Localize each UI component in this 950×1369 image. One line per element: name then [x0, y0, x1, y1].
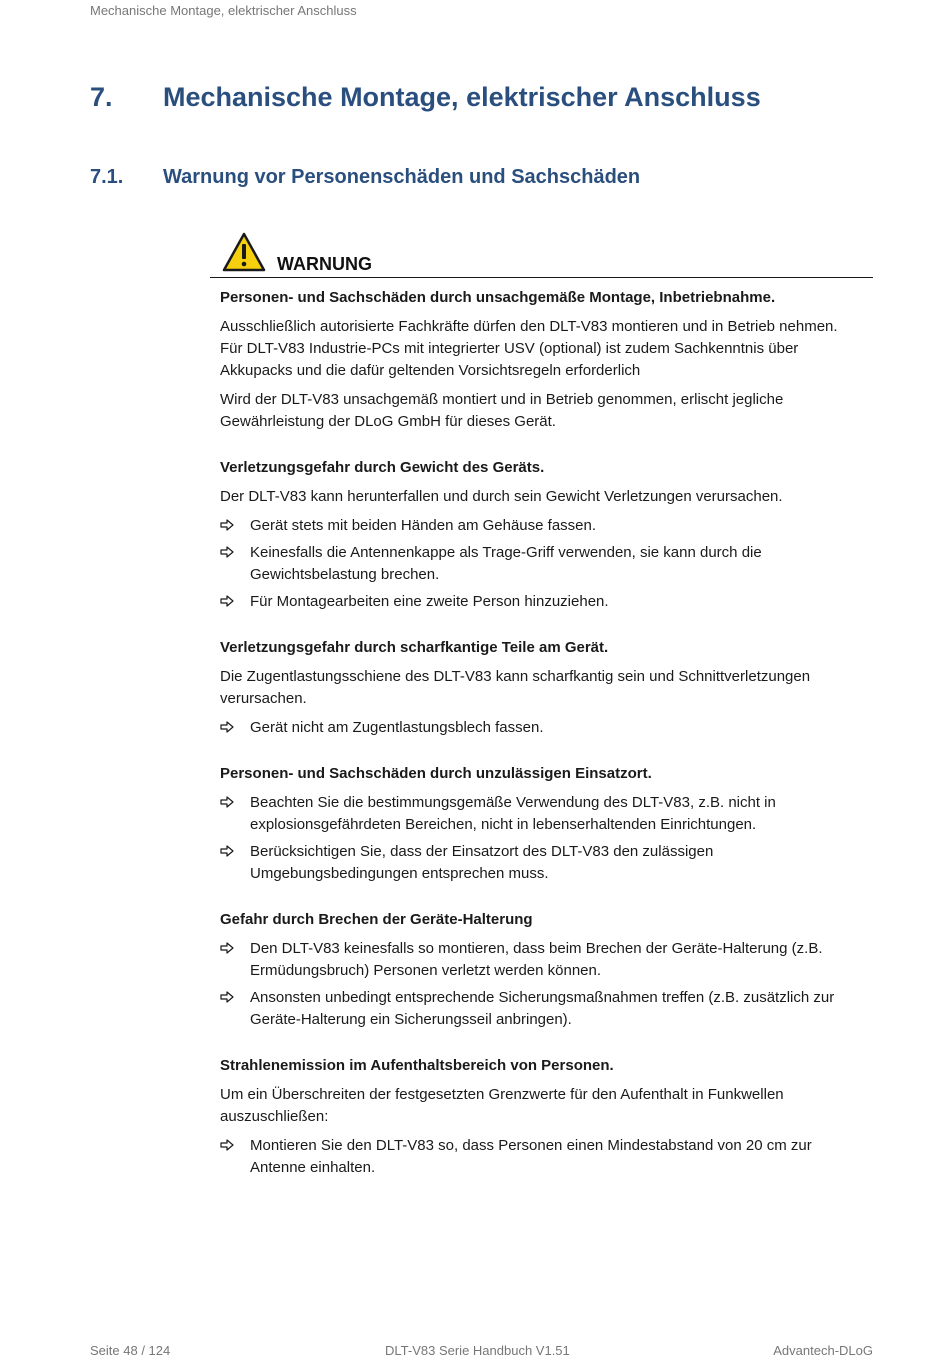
instruction-text: Für Montagearbeiten eine zweite Person hinzuziehen.: [250, 593, 609, 610]
instruction-item: [220, 1135, 860, 1179]
warning-paragraph: Der DLT-V83 kann herunterfallen und durch sein Gewicht Verletzungen verursachen.: [220, 488, 783, 505]
section-number: 7.1.: [90, 166, 124, 188]
chapter-title: [90, 82, 761, 113]
arrow-right-icon: [220, 515, 250, 537]
footer-company: Advantech-DLoG: [773, 1343, 873, 1358]
instruction-item: [220, 717, 860, 739]
instruction-item: [220, 591, 860, 613]
arrow-right-icon: [220, 717, 250, 739]
warning-subheading: Personen- und Sachschäden durch unsachgemäße Montage, Inbetriebnahme.: [220, 289, 776, 306]
warning-subheading: Verletzungsgefahr durch scharfkantige Teile am Gerät.: [220, 639, 609, 656]
instruction-text: Gerät stets mit beiden Händen am Gehäuse fassen.: [250, 517, 597, 534]
instruction-text: Keinesfalls die Antennenkappe als Trage-Griff verwenden, sie kann durch die Gewichtsbelastung brechen.: [250, 544, 762, 583]
instruction-text: Beachten Sie die bestimmungsgemäße Verwendung des DLT-V83, z.B. nicht in explosionsgefährdeten Bereichen, nicht in lebenserhaltenden Einrichtungen.: [250, 794, 776, 833]
warning-subheading: Gefahr durch Brechen der Geräte-Halterung: [220, 911, 533, 928]
warning-label: WARNUNG: [277, 254, 372, 274]
arrow-right-icon: [220, 1135, 250, 1179]
warning-paragraph: Ausschließlich autorisierte Fachkräfte dürfen den DLT-V83 montieren und in Betrieb nehmen. Für DLT-V83 Industrie-PCs mit integrierter USV (optional) ist zudem Sachkenntnis über Akkupacks und die dafür geltenden Vorsichtsregeln erforderlich: [220, 318, 838, 379]
instruction-item: [220, 542, 860, 586]
warning-triangle-icon: [222, 232, 266, 272]
warning-subheading: Personen- und Sachschäden durch unzulässigen Einsatzort.: [220, 765, 652, 782]
section-title-text: Warnung vor Personenschäden und Sachschäden: [163, 166, 641, 188]
instruction-text: Ansonsten unbedingt entsprechende Sicherungsmaßnahmen treffen (z.B. zusätzlich zur Geräte-Halterung ein Sicherungsseil anbringen).: [250, 989, 835, 1028]
chapter-title-text: Mechanische Montage, elektrischer Anschluss: [163, 82, 761, 112]
instruction-item: [220, 987, 860, 1031]
footer-document-title: DLT-V83 Serie Handbuch V1.51: [385, 1343, 570, 1358]
warning-header: [210, 232, 873, 278]
instruction-item: [220, 792, 860, 836]
arrow-right-icon: [220, 841, 250, 885]
arrow-right-icon: [220, 792, 250, 836]
warning-subheading: Verletzungsgefahr durch Gewicht des Geräts.: [220, 459, 545, 476]
warning-paragraph: Wird der DLT-V83 unsachgemäß montiert und in Betrieb genommen, erlischt jegliche Gewährleistung der DLoG GmbH für dieses Gerät.: [220, 391, 784, 430]
chapter-number: 7.: [90, 82, 113, 112]
warning-paragraph: Um ein Überschreiten der festgesetzten Grenzwerte für den Aufenthalt in Funkwellen auszuschließen:: [220, 1086, 784, 1125]
instruction-text: Montieren Sie den DLT-V83 so, dass Personen einen Mindestabstand von 20 cm zur Antenne einhalten.: [250, 1137, 812, 1176]
instruction-item: [220, 841, 860, 885]
warning-paragraph: Die Zugentlastungsschiene des DLT-V83 kann scharfkantig sein und Schnittverletzungen verursachen.: [220, 668, 811, 707]
instruction-text: Berücksichtigen Sie, dass der Einsatzort des DLT-V83 den zulässigen Umgebungsbedingungen entsprechen muss.: [250, 843, 714, 882]
arrow-right-icon: [220, 591, 250, 613]
section-title: [90, 166, 640, 189]
warning-subheading: Strahlenemission im Aufenthaltsbereich von Personen.: [220, 1057, 614, 1074]
arrow-right-icon: [220, 938, 250, 982]
warning-body: [220, 287, 860, 1184]
footer-page-number: Seite 48 / 124: [90, 1343, 171, 1358]
running-header: Mechanische Montage, elektrischer Anschluss: [90, 3, 357, 18]
arrow-right-icon: [220, 542, 250, 586]
arrow-right-icon: [220, 987, 250, 1031]
instruction-text: Gerät nicht am Zugentlastungsblech fassen.: [250, 719, 544, 736]
instruction-item: [220, 938, 860, 982]
instruction-text: Den DLT-V83 keinesfalls so montieren, dass beim Brechen der Geräte-Halterung (z.B. Ermüdungsbruch) Personen verletzt werden können.: [250, 940, 823, 979]
instruction-item: [220, 515, 860, 537]
